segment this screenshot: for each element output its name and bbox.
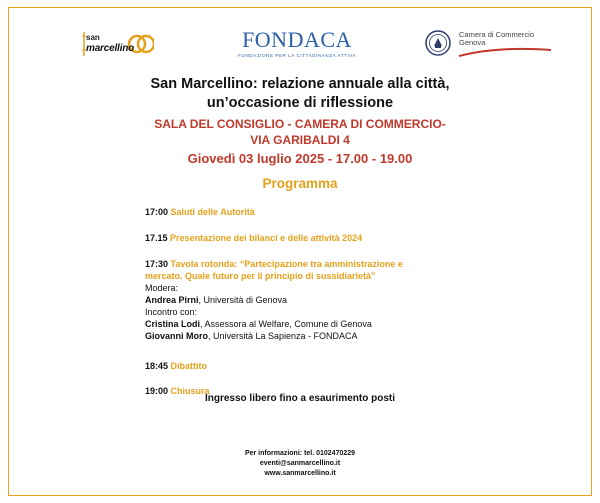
- venue-line1: SALA DEL CONSIGLIO - CAMERA DI COMMERCIO-: [154, 117, 446, 131]
- cc-line1: Camera di Commercio: [459, 30, 535, 39]
- fondaca-logo: [238, 28, 356, 62]
- fondaca-tagline: FONDAZIONE PER LA CITTADINANZA ATTIVA: [238, 53, 357, 58]
- panelist-1: [145, 318, 403, 330]
- schedule-title: Dibattito: [170, 361, 208, 371]
- schedule-time: 19:00: [145, 386, 169, 396]
- schedule-title: Saluti delle Autorità: [170, 207, 255, 217]
- schedule-time: 17:00: [145, 207, 169, 217]
- schedule-time: 17.15: [145, 233, 168, 243]
- info-phone: Per informazioni: tel. 0102470229: [244, 450, 356, 457]
- incontro-label: Incontro con:: [145, 307, 198, 317]
- schedule-item-3: [145, 258, 403, 342]
- cc-line2: Genova: [459, 38, 486, 47]
- event-title-line2: un’occasione di riflessione: [206, 95, 394, 111]
- panelist-2: [145, 330, 403, 342]
- san-marcellino-logo: [82, 30, 154, 58]
- panelist-name: Cristina Lodi: [145, 319, 201, 329]
- info-email[interactable]: eventi@sanmarcellino.it: [259, 460, 341, 467]
- panelist-name: Giovanni Moro: [145, 331, 208, 341]
- schedule-item-4: [145, 360, 207, 372]
- schedule-item-1: [145, 206, 255, 218]
- panelist-affiliation: , Assessora al Welfare, Comune di Genova: [200, 319, 372, 329]
- moderator-affiliation: , Università di Genova: [198, 295, 288, 305]
- schedule-item-2: [145, 232, 362, 244]
- fondaca-name: FONDACA: [242, 27, 352, 52]
- sm-logo-main: marcellino: [86, 43, 135, 54]
- free-entry-notice: Ingresso libero fino a esaurimento posti: [204, 393, 396, 404]
- schedule-time: 17:30: [145, 259, 169, 269]
- cc-swoosh-icon: [457, 44, 553, 58]
- schedule-title-line1: Tavola rotonda: “Partecipazione tra amministrazione e: [170, 259, 403, 269]
- camera-commercio-logo: [425, 30, 555, 60]
- info-website[interactable]: www.sanmarcellino.it: [264, 470, 336, 477]
- sm-logo-top: san: [86, 33, 100, 42]
- schedule-title: Chiusura: [170, 386, 210, 396]
- programma-heading: Programma: [262, 176, 338, 191]
- modera-label: Modera:: [145, 283, 179, 293]
- schedule-time: 18:45: [145, 361, 169, 371]
- moderator-name: Andrea Pirni: [145, 295, 199, 305]
- panelist-affiliation: , Università La Sapienza - FONDACA: [208, 331, 358, 341]
- event-title-line1: San Marcellino: relazione annuale alla città,: [150, 76, 450, 92]
- schedule-title-line2: mercato. Quale futuro per il principio di sussidiarietà”: [145, 271, 376, 281]
- venue-line2: VIA GARIBALDI 4: [250, 133, 350, 147]
- event-date: Giovedì 03 luglio 2025 - 17.00 - 19.00: [187, 151, 413, 166]
- cc-seal-icon: [425, 30, 451, 56]
- moderator: [145, 294, 403, 306]
- schedule-title: Presentazione dei bilanci e delle attività 2024: [170, 233, 363, 243]
